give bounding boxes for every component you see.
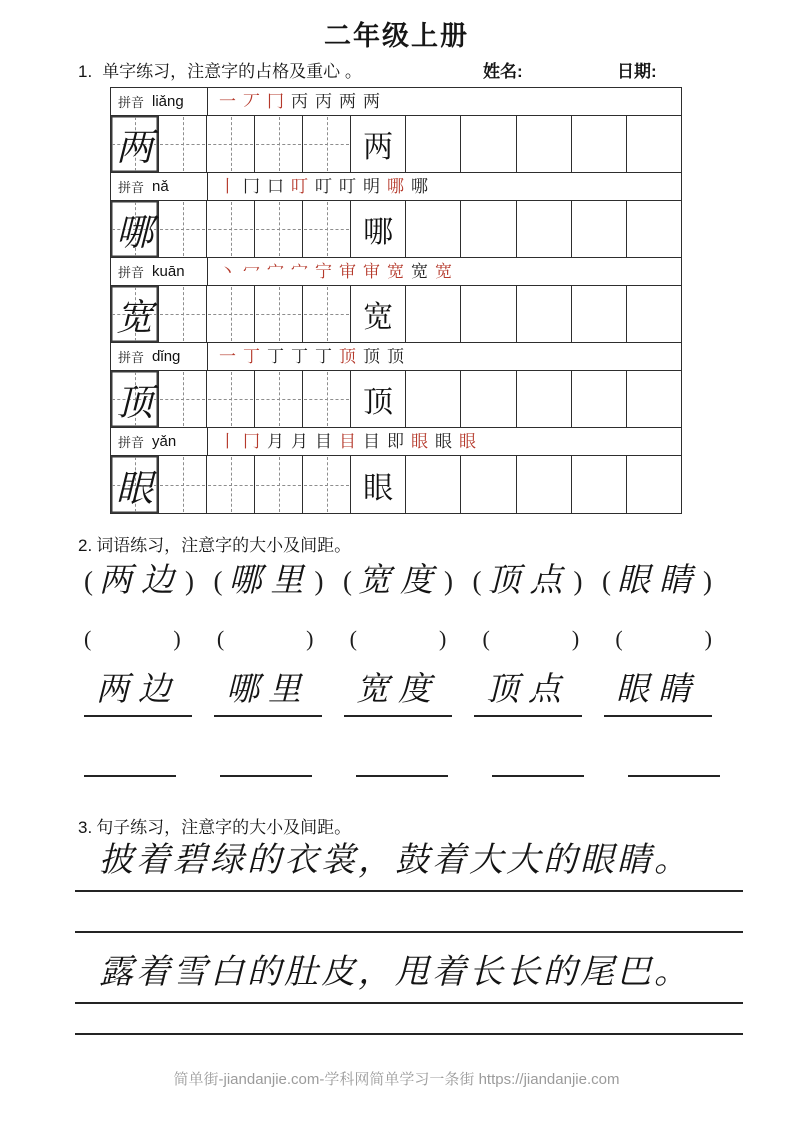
stroke-glyph: 顶 (363, 347, 380, 366)
word-text: 两边 (99, 563, 183, 599)
grid-cell-blank (572, 456, 627, 513)
word-text: 哪里 (226, 672, 310, 708)
grid-cell-blank (627, 286, 681, 342)
grid-cell-guide (159, 201, 207, 257)
sentence-text-1: 披着碧绿的衣裳，鼓着大大的眼睛。 (99, 842, 691, 879)
paren-word-item (84, 562, 194, 602)
stroke-glyph: 眼 (459, 432, 476, 451)
grid-cell-sample (111, 371, 159, 427)
stroke-glyph: 月 (267, 432, 284, 451)
empty-paren-item (615, 626, 712, 652)
section3-heading (78, 813, 351, 838)
stroke-glyph: 明 (363, 177, 380, 196)
stroke-glyph: 叮 (339, 177, 356, 196)
stroke-glyph: 审 (363, 262, 380, 281)
char-block (111, 173, 681, 258)
word-text: 宽度 (358, 563, 442, 599)
word-underline-item (474, 672, 582, 717)
stroke-order-cell (208, 428, 681, 455)
sample-char: 两 (116, 128, 153, 169)
paren-word-item (214, 562, 324, 602)
stroke-glyph: 两 (363, 92, 380, 111)
open-paren: ( (349, 626, 357, 651)
open-paren: ( (213, 566, 223, 597)
empty-paren-item (350, 626, 447, 652)
stroke-glyph: 顶 (387, 347, 404, 366)
section2-heading-text: 词语练习，注意字的大小及间距。 (96, 536, 352, 555)
section2-number: 2. (78, 536, 93, 555)
pinyin-row (111, 173, 681, 201)
practice-row (111, 201, 681, 258)
stroke-glyph: 丁 (243, 347, 260, 366)
grid-cell-blank (572, 116, 627, 172)
close-paren: ) (573, 566, 583, 597)
stroke-glyph: 冂 (267, 92, 284, 111)
stroke-glyph: 两 (339, 92, 356, 111)
grid-cell-guide (255, 116, 303, 172)
stroke-glyph: 目 (315, 432, 332, 451)
grid-cell-blank (627, 116, 681, 172)
grid-cell-blank (572, 286, 627, 342)
paren-word-row (84, 562, 712, 602)
pinyin-label: 拼音 (118, 180, 145, 195)
grid-cell-blank (461, 286, 516, 342)
grid-cell-blank (627, 201, 681, 257)
word-underline-item (214, 672, 322, 717)
close-paren: ) (438, 626, 447, 651)
open-paren: ( (472, 566, 482, 597)
stroke-glyph: 宀 (291, 262, 308, 281)
grid-cell-guide (303, 371, 351, 427)
char-block (111, 343, 681, 428)
pinyin-label: 拼音 (118, 265, 145, 280)
date-label: 日期: (617, 62, 657, 81)
stroke-order-cell (208, 258, 681, 285)
page-title: 二年级上册 (324, 21, 469, 51)
grid-cell-blank (406, 201, 461, 257)
grid-cell-blank (517, 116, 572, 172)
blank-underline (628, 740, 720, 777)
grid-cell-model (351, 286, 406, 342)
stroke-glyph: 眼 (411, 432, 428, 451)
pinyin-text: yǎn (152, 433, 177, 450)
word-text: 顶点 (487, 563, 572, 599)
grid-cell-blank (406, 371, 461, 427)
stroke-glyph: 冂 (243, 432, 260, 451)
pinyin-row (111, 258, 681, 286)
grid-cell-guide (159, 371, 207, 427)
section3-number: 3. (78, 818, 93, 837)
char-block (111, 428, 681, 513)
pinyin-text: kuān (152, 263, 185, 280)
sentence-line-1 (75, 840, 743, 892)
grid-cell-guide (159, 116, 207, 172)
close-paren: ) (314, 566, 324, 597)
grid-cell-blank (406, 116, 461, 172)
stroke-glyph: 丁 (315, 347, 332, 366)
word-underline-item (84, 672, 192, 717)
stroke-glyph: 眼 (435, 432, 452, 451)
name-label: 姓名: (483, 62, 523, 81)
pinyin-label: 拼音 (118, 435, 145, 450)
open-paren: ( (615, 626, 623, 651)
grid-cell-blank (461, 116, 516, 172)
model-char: 宽 (363, 301, 394, 334)
model-char: 两 (363, 131, 394, 164)
grid-cell-model (351, 456, 406, 513)
sample-char: 顶 (116, 383, 153, 424)
blank-underline (492, 740, 584, 777)
stroke-glyph: 丙 (315, 92, 332, 111)
word-text: 宽度 (356, 672, 440, 708)
grid-cell-guide (207, 456, 255, 513)
stroke-glyph: 丁 (267, 347, 284, 366)
open-paren: ( (343, 566, 352, 597)
grid-cell-guide (159, 456, 207, 513)
stroke-glyph: 宽 (435, 262, 452, 281)
stroke-glyph: 宀 (267, 262, 284, 281)
grid-cell-sample (111, 201, 159, 257)
stroke-glyph: 宁 (315, 262, 332, 281)
sample-char: 哪 (116, 213, 153, 254)
char-block (111, 258, 681, 343)
section1-heading-text: 单字练习，注意字的占格及重心 。 (102, 62, 362, 81)
grid-cell-blank (461, 201, 516, 257)
stroke-glyph: 丨 (219, 432, 236, 451)
open-paren: ( (216, 626, 225, 651)
grid-cell-blank (517, 286, 572, 342)
blank-underline-row (84, 740, 720, 777)
grid-cell-blank (572, 371, 627, 427)
stroke-glyph: 冖 (243, 262, 260, 281)
section3-heading-text: 句子练习，注意字的大小及间距。 (96, 818, 352, 837)
pinyin-text: nǎ (152, 178, 169, 195)
stroke-glyph: 丶 (219, 262, 236, 281)
stroke-order-cell (208, 173, 681, 200)
stroke-glyph: 丙 (291, 92, 308, 111)
grid-cell-guide (303, 286, 351, 342)
stroke-glyph: 目 (339, 432, 356, 451)
grid-cell-blank (572, 201, 627, 257)
grid-cell-guide (207, 116, 255, 172)
open-paren: ( (482, 626, 490, 651)
blank-underline (84, 740, 176, 777)
stroke-glyph: 宽 (411, 262, 428, 281)
pinyin-cell (111, 173, 208, 200)
stroke-glyph: 月 (291, 432, 308, 451)
model-char: 顶 (363, 386, 394, 419)
grid-cell-sample (111, 286, 159, 342)
grid-cell-blank (517, 371, 572, 427)
section1-heading (78, 57, 362, 82)
grid-cell-guide (255, 456, 303, 513)
pinyin-row (111, 428, 681, 456)
blank-underline (356, 740, 448, 777)
paren-word-item (602, 562, 712, 602)
model-char: 哪 (363, 216, 394, 249)
practice-row (111, 371, 681, 428)
stroke-order-cell (208, 88, 681, 115)
pinyin-cell (111, 88, 208, 115)
word-underline-item (344, 672, 452, 717)
grid-cell-guide (207, 286, 255, 342)
open-paren: ( (84, 626, 92, 651)
stroke-glyph: 叮 (291, 177, 308, 196)
grid-cell-guide (159, 286, 207, 342)
blank-rule-2 (75, 1033, 743, 1035)
grid-cell-guide (207, 201, 255, 257)
grid-cell-blank (627, 371, 681, 427)
practice-row (111, 456, 681, 513)
close-paren: ) (306, 626, 314, 651)
stroke-glyph: 审 (339, 262, 356, 281)
grid-cell-guide (255, 371, 303, 427)
practice-row (111, 116, 681, 173)
word-text: 哪里 (228, 563, 313, 599)
stroke-glyph: 冂 (243, 177, 260, 196)
pinyin-cell (111, 343, 208, 370)
word-text: 两边 (96, 672, 180, 708)
practice-row (111, 286, 681, 343)
model-char: 眼 (363, 471, 394, 505)
grid-cell-model (351, 371, 406, 427)
pinyin-text: dǐng (152, 348, 181, 365)
empty-paren-item (482, 626, 579, 652)
close-paren: ) (704, 626, 712, 651)
grid-cell-guide (207, 371, 255, 427)
stroke-glyph: 即 (387, 432, 404, 451)
open-paren: ( (84, 566, 93, 597)
sentence-text-2: 露着雪白的肚皮，甩着长长的尾巴。 (99, 954, 691, 991)
pinyin-cell (111, 428, 208, 455)
practice-table (110, 87, 682, 514)
stroke-glyph: 宽 (387, 262, 404, 281)
stroke-glyph: 一 (219, 92, 236, 111)
blank-underline (220, 740, 312, 777)
footer-text: 简单街-jiandanjie.com-学科网简单学习一条街 https://jiandanjie.com (173, 1071, 620, 1088)
word-underline-row (84, 672, 712, 717)
stroke-glyph: 一 (219, 347, 236, 366)
sample-char: 眼 (116, 468, 153, 510)
pinyin-cell (111, 258, 208, 285)
empty-paren-row (84, 626, 712, 652)
blank-rule-1 (75, 931, 743, 933)
word-text: 顶点 (486, 672, 570, 708)
stroke-glyph: 哪 (387, 177, 404, 196)
close-paren: ) (444, 566, 453, 597)
close-paren: ) (185, 566, 194, 597)
close-paren: ) (703, 566, 712, 597)
close-paren: ) (173, 626, 181, 651)
grid-cell-guide (303, 116, 351, 172)
open-paren: ( (602, 566, 611, 597)
empty-paren-item (217, 626, 314, 652)
pinyin-label: 拼音 (118, 350, 145, 365)
grid-cell-blank (406, 286, 461, 342)
stroke-glyph: 目 (363, 432, 380, 451)
grid-cell-guide (255, 201, 303, 257)
sentence-line-2 (75, 952, 743, 1004)
pinyin-row (111, 88, 681, 116)
close-paren: ) (571, 626, 580, 651)
grid-cell-sample (111, 116, 159, 172)
grid-cell-blank (461, 371, 516, 427)
grid-cell-model (351, 201, 406, 257)
grid-cell-blank (627, 456, 681, 513)
stroke-glyph: 丁 (291, 347, 308, 366)
grid-cell-sample (111, 456, 159, 513)
grid-cell-model (351, 116, 406, 172)
grid-cell-guide (303, 201, 351, 257)
section2-heading (78, 531, 351, 556)
stroke-glyph: 叮 (315, 177, 332, 196)
word-text: 眼睛 (616, 672, 700, 708)
pinyin-row (111, 343, 681, 371)
word-underline-item (604, 672, 712, 717)
grid-cell-blank (517, 456, 572, 513)
grid-cell-guide (255, 286, 303, 342)
stroke-glyph: 顶 (339, 347, 356, 366)
char-block (111, 88, 681, 173)
pinyin-text: liǎng (152, 93, 184, 110)
stroke-glyph: 丨 (219, 177, 236, 196)
pinyin-label: 拼音 (118, 95, 145, 110)
paren-word-item (343, 562, 453, 602)
paren-word-item (473, 562, 583, 602)
grid-cell-guide (303, 456, 351, 513)
grid-cell-blank (461, 456, 516, 513)
empty-paren-item (84, 626, 181, 652)
grid-cell-blank (517, 201, 572, 257)
stroke-order-cell (208, 343, 681, 370)
word-text: 眼睛 (617, 563, 701, 599)
stroke-glyph: 哪 (411, 177, 428, 196)
sample-char: 宽 (116, 298, 153, 339)
stroke-glyph: 口 (267, 177, 284, 196)
stroke-glyph: 丆 (243, 92, 260, 111)
section1-number: 1. (78, 62, 93, 81)
grid-cell-blank (406, 456, 461, 513)
